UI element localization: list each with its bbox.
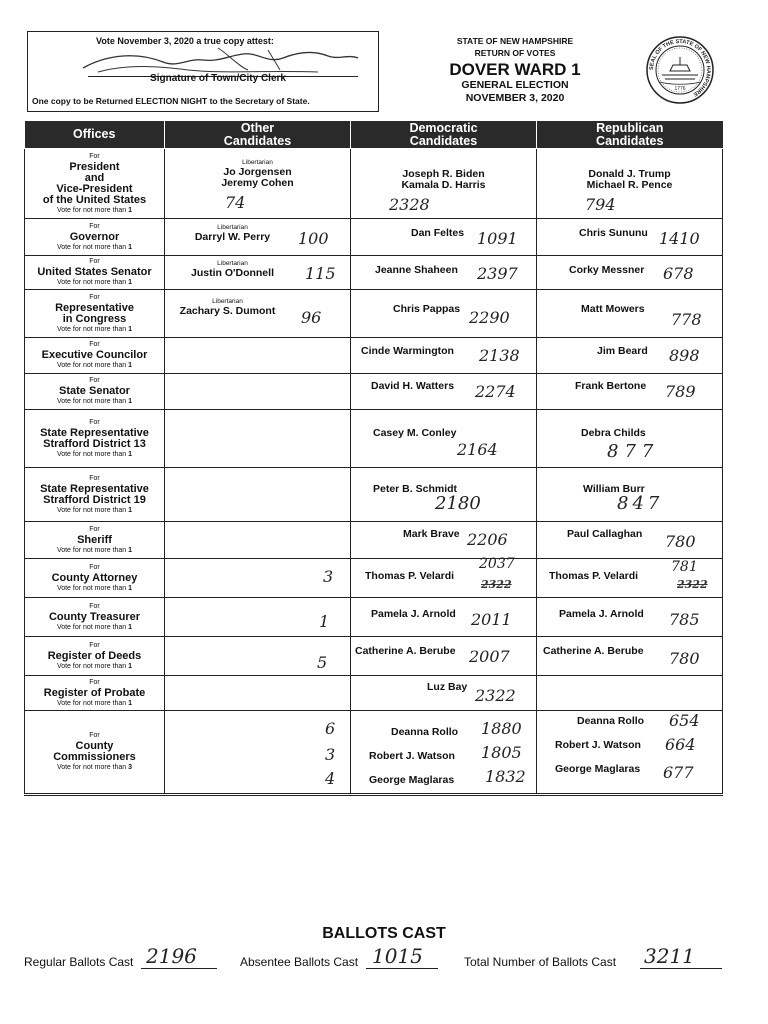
vote-limit-prefix: Vote for not more than: [56, 398, 127, 405]
vote-limit-prefix: Vote for not more than: [56, 662, 127, 670]
regular-ballots-label: Regular Ballots Cast: [24, 955, 134, 969]
candidate-name: Casey M. Conley: [373, 427, 457, 439]
dem-cell: [351, 410, 537, 468]
race-row-congress: [25, 290, 723, 338]
vote-count: 4: [325, 769, 336, 788]
total-ballots-value: 3211: [644, 944, 695, 968]
office-cell: [25, 338, 165, 374]
office-name: State Senator: [59, 385, 130, 397]
dem-cell: [351, 556, 537, 598]
other-cell: [165, 219, 351, 256]
vote-count: 877: [607, 441, 660, 462]
office-cell: [25, 522, 165, 559]
candidate-name: Zachary S. Dumont: [179, 305, 276, 317]
other-cell: [165, 559, 351, 598]
vote-count: 74: [225, 193, 246, 212]
state-seal-icon: [645, 35, 715, 105]
vote-count: 3: [323, 567, 334, 586]
vote-count: 1832: [485, 767, 526, 786]
vote-limit: [25, 763, 164, 773]
office-name: United States Senator: [37, 266, 152, 278]
office-name: Governor: [69, 230, 120, 243]
absentee-ballots-label: Absentee Ballots Cast: [240, 955, 359, 969]
dem-cell: [351, 637, 537, 676]
candidate-name: William Burr: [583, 483, 645, 495]
race-row-president: [25, 149, 723, 219]
candidate-name: Debra Childs: [581, 427, 646, 439]
dem-cell: [351, 256, 537, 290]
candidate-name: Darryl W. Perry: [194, 231, 271, 243]
vote-count: 2274: [475, 382, 516, 401]
rep-cell: [537, 256, 723, 290]
office-cell: [25, 256, 165, 290]
race-row-county-attorney: [25, 559, 723, 598]
header-election: GENERAL ELECTION: [461, 79, 569, 91]
race-row-register-of-probate: [25, 676, 723, 711]
candidate-name: Pamela J. Arnold: [371, 608, 456, 620]
office-cell: [25, 637, 165, 676]
vote-count: 847: [617, 493, 664, 514]
vote-count: 780: [665, 532, 696, 551]
office-cell: [25, 374, 165, 410]
candidate-name: Jeremy Cohen: [221, 177, 294, 189]
candidate-name: Chris Sununu: [579, 227, 648, 239]
vote-limit-prefix: Vote for not more than: [56, 699, 127, 707]
other-cell: [165, 637, 351, 676]
candidate-name: Catherine A. Berube: [543, 645, 644, 657]
vote-count: 3: [325, 745, 336, 764]
for-label: For: [89, 474, 100, 482]
col-rep-l2: Candidates: [596, 133, 664, 148]
vote-count: 2397: [477, 264, 518, 283]
for-label: For: [89, 641, 100, 649]
vote-count: 2037: [479, 556, 515, 572]
vote-limit-number: 1: [128, 506, 133, 514]
vote-count: 5: [317, 653, 328, 672]
vote-limit: [25, 206, 164, 216]
vote-limit-prefix: Vote for not more than: [56, 325, 127, 333]
vote-count: 115: [305, 264, 336, 283]
candidate-name: George Maglaras: [555, 763, 641, 775]
seal-year: 1776: [674, 86, 686, 92]
for-label: For: [89, 152, 100, 160]
vote-limit: [25, 506, 164, 516]
col-democratic: [351, 121, 537, 149]
dem-cell: [351, 711, 537, 795]
table-header-row: [25, 121, 723, 149]
dem-cell: [351, 290, 537, 338]
vote-limit-prefix: Vote for not more than: [56, 279, 127, 286]
office-name: Representative: [55, 301, 134, 314]
other-cell: [165, 711, 351, 795]
vote-count: 677: [663, 763, 694, 782]
dem-cell: [351, 219, 537, 256]
col-republican: [537, 121, 723, 149]
for-label: For: [89, 418, 100, 426]
race-row-state-rep-13: [25, 410, 723, 468]
candidate-name: Catherine A. Berube: [355, 645, 456, 657]
party-label: Libertarian: [217, 224, 248, 231]
vote-count: 785: [669, 610, 700, 629]
vote-limit: [25, 397, 164, 407]
copy-return-note: One copy to be Returned ELECTION NIGHT to the Secretary of State.: [32, 96, 310, 106]
for-label: For: [89, 293, 100, 301]
for-label: For: [89, 732, 100, 739]
candidate-name: Thomas P. Velardi: [549, 570, 639, 582]
vote-count: 780: [669, 649, 700, 668]
office-name: County: [75, 740, 114, 752]
candidate-name: Paul Callaghan: [567, 528, 643, 540]
attest-statement: Vote November 3, 2020 a true copy attest:: [96, 36, 274, 46]
header-state: STATE OF NEW HAMPSHIRE: [456, 36, 574, 46]
office-cell: [25, 711, 165, 795]
vote-limit-number: 1: [128, 362, 133, 369]
vote-count: 898: [669, 346, 700, 365]
candidate-name: Deanna Rollo: [391, 726, 459, 738]
dem-cell: [351, 374, 537, 410]
vote-count: 781: [671, 559, 698, 575]
candidate-name: Jo Jorgensen: [223, 166, 292, 178]
col-dem-l1: Democratic: [409, 120, 478, 135]
rep-cell: [537, 290, 723, 338]
vote-limit: [25, 450, 164, 460]
dem-cell: [351, 676, 537, 711]
vote-limit-number: 3: [128, 764, 133, 771]
seal-ring-text: SEAL OF THE STATE OF NEW HAMPSHIRE: [648, 38, 712, 98]
rep-cell: [537, 711, 723, 795]
candidate-name: Joseph R. Biden: [402, 168, 485, 180]
office-name: Register of Deeds: [47, 649, 142, 662]
col-rep-l1: Republican: [596, 120, 664, 135]
office-name: of the United States: [42, 193, 147, 206]
vote-count: 6: [325, 719, 336, 738]
office-name: and: [84, 171, 105, 184]
candidate-name: Cinde Warmington: [361, 345, 454, 357]
office-cell: [25, 468, 165, 522]
vote-limit: [25, 361, 164, 371]
total-ballots-line: [640, 968, 722, 969]
vote-limit-number: 1: [128, 243, 133, 251]
vote-count: 654: [669, 711, 700, 730]
col-offices: Offices: [25, 121, 165, 149]
vote-count: 789: [665, 382, 696, 401]
vote-limit-number: 1: [128, 623, 133, 631]
candidate-name: Michael R. Pence: [586, 179, 673, 191]
dem-cell: [351, 598, 537, 637]
ballots-cast-title: BALLOTS CAST: [322, 925, 446, 942]
vote-limit-number: 1: [128, 662, 133, 670]
vote-limit-number: 1: [128, 279, 133, 286]
office-name: State Representative: [40, 482, 149, 495]
rep-cell: [537, 338, 723, 374]
office-name: Commissioners: [53, 751, 136, 763]
race-row-us-senator: [25, 256, 723, 290]
vote-limit-number: 1: [128, 325, 133, 333]
vote-count: 2206: [467, 530, 508, 549]
candidate-name: Matt Mowers: [581, 303, 645, 315]
for-label: For: [89, 222, 100, 230]
vote-limit: [25, 546, 164, 556]
candidate-name: Deanna Rollo: [577, 715, 645, 727]
race-row-executive-councilor: [25, 338, 723, 374]
vote-limit-number: 1: [128, 546, 133, 554]
candidate-name: George Maglaras: [369, 774, 455, 786]
vote-count: 1880: [481, 719, 522, 738]
candidate-name: Kamala D. Harris: [401, 179, 486, 191]
signature-label: Signature of Town/City Clerk: [150, 73, 286, 84]
candidate-name: Donald J. Trump: [588, 168, 671, 180]
rep-cell: [537, 559, 723, 598]
vote-limit-prefix: Vote for not more than: [56, 206, 127, 214]
vote-limit: [25, 699, 164, 709]
vote-limit-prefix: Vote for not more than: [56, 243, 127, 251]
vote-count: 678: [663, 264, 694, 283]
candidate-name: Luz Bay: [427, 681, 468, 693]
header-ward: DOVER WARD 1: [449, 60, 581, 79]
rep-cell: [537, 374, 723, 410]
race-row-sheriff: [25, 522, 723, 559]
race-row-governor: [25, 219, 723, 256]
dem-cell: [351, 468, 537, 522]
candidate-name: Corky Messner: [569, 264, 645, 276]
vote-limit-prefix: Vote for not more than: [56, 362, 127, 369]
dem-cell: [351, 338, 537, 374]
vote-limit: [25, 623, 164, 633]
office-name: Sheriff: [77, 533, 112, 546]
vote-limit-prefix: Vote for not more than: [56, 506, 127, 514]
other-cell: [165, 338, 351, 374]
vote-count: 2164: [457, 440, 498, 459]
office-name: State Representative: [40, 426, 149, 439]
rep-cell: [537, 410, 723, 468]
form-header: [415, 35, 615, 105]
office-name: Vice-President: [56, 182, 133, 195]
rep-cell: [537, 598, 723, 637]
col-dem-l2: Candidates: [409, 133, 478, 148]
vote-count: 2007: [469, 647, 510, 666]
col-other: [165, 121, 351, 149]
vote-count: 1091: [477, 229, 518, 248]
clerk-attestation-box: [27, 31, 379, 112]
vote-count: 2138: [479, 346, 520, 365]
vote-limit: [25, 325, 164, 335]
for-label: For: [89, 377, 100, 384]
other-cell: [165, 256, 351, 290]
struck-vote-count: 2322: [481, 578, 512, 591]
for-label: For: [89, 602, 100, 610]
vote-limit-number: 1: [128, 699, 133, 707]
candidate-name: Justin O'Donnell: [190, 267, 274, 279]
office-cell: [25, 149, 165, 219]
vote-limit-number: 1: [128, 206, 133, 214]
absentee-ballots-value: 1015: [372, 944, 423, 968]
race-row-county-commissioners: [25, 711, 723, 795]
candidate-name: Pamela J. Arnold: [559, 608, 644, 620]
candidate-name: Jim Beard: [597, 345, 648, 357]
race-row-state-rep-19: [25, 468, 723, 522]
vote-count: 96: [301, 308, 322, 327]
for-label: For: [89, 678, 100, 686]
vote-limit-prefix: Vote for not more than: [56, 584, 127, 592]
party-label: Libertarian: [217, 260, 248, 267]
vote-limit-prefix: Vote for not more than: [56, 623, 127, 631]
absentee-ballots-line: [366, 968, 438, 969]
candidate-name: Frank Bertone: [575, 380, 647, 392]
vote-count: 100: [298, 229, 329, 248]
other-cell: [165, 290, 351, 338]
office-name: Executive Councilor: [41, 349, 148, 361]
race-row-county-treasurer: [25, 598, 723, 637]
other-cell: [165, 468, 351, 522]
office-cell: [25, 219, 165, 256]
other-cell: [165, 149, 351, 219]
col-other-l1: Other: [240, 120, 275, 135]
office-cell: [25, 410, 165, 468]
regular-ballots-value: 2196: [146, 944, 197, 968]
office-cell: [25, 676, 165, 711]
office-name: Strafford District 13: [43, 437, 146, 450]
dem-cell: [351, 522, 537, 559]
vote-count: 2328: [389, 195, 430, 214]
candidate-name: Thomas P. Velardi: [365, 570, 455, 582]
vote-limit: [25, 278, 164, 288]
regular-ballots-line: [141, 968, 217, 969]
vote-limit-number: 1: [128, 450, 133, 458]
candidate-name: Robert J. Watson: [555, 739, 641, 751]
office-name: Strafford District 19: [43, 493, 146, 506]
candidate-name: David H. Watters: [371, 380, 455, 392]
vote-count: 778: [671, 310, 702, 329]
header-return: RETURN OF VOTES: [474, 48, 556, 58]
vote-limit-prefix: Vote for not more than: [56, 546, 127, 554]
vote-count: 794: [585, 195, 616, 214]
candidate-name: Chris Pappas: [393, 303, 461, 315]
for-label: For: [89, 258, 100, 265]
dem-cell: [351, 149, 537, 219]
office-name: President: [69, 160, 120, 173]
rep-cell: [537, 676, 723, 711]
vote-count: 664: [665, 735, 696, 754]
results-table: [24, 121, 723, 796]
office-name: Register of Probate: [43, 686, 146, 699]
candidate-name: Peter B. Schmidt: [373, 483, 458, 495]
vote-count: 1: [319, 612, 330, 631]
vote-limit-prefix: Vote for not more than: [56, 764, 127, 771]
candidate-name: Dan Feltes: [411, 227, 465, 239]
total-ballots-label: Total Number of Ballots Cast: [464, 955, 617, 969]
candidate-name: Jeanne Shaheen: [375, 264, 458, 276]
vote-limit-number: 1: [128, 398, 133, 405]
vote-count: 1410: [659, 229, 700, 248]
other-cell: [165, 374, 351, 410]
office-cell: [25, 598, 165, 637]
other-cell: [165, 598, 351, 637]
rep-cell: [537, 468, 723, 522]
vote-limit-prefix: Vote for not more than: [56, 450, 127, 458]
race-row-register-of-deeds: [25, 637, 723, 676]
col-other-l2: Candidates: [223, 133, 292, 148]
vote-limit-number: 1: [128, 584, 133, 592]
for-label: For: [89, 341, 100, 348]
candidate-name: Mark Brave: [403, 528, 460, 540]
vote-count: 2011: [471, 610, 512, 629]
for-label: For: [89, 525, 100, 533]
party-label: Libertarian: [212, 298, 243, 305]
other-cell: [165, 410, 351, 468]
office-cell: [25, 559, 165, 598]
header-date: NOVEMBER 3, 2020: [465, 92, 565, 104]
other-cell: [165, 676, 351, 711]
vote-count: 2290: [469, 308, 510, 327]
race-row-state-senator: [25, 374, 723, 410]
party-label: Libertarian: [242, 159, 273, 166]
vote-count: 1805: [481, 743, 522, 762]
rep-cell: [537, 149, 723, 219]
for-label: For: [89, 563, 100, 571]
rep-cell: [537, 522, 723, 559]
office-name: County Attorney: [51, 571, 138, 584]
struck-vote-count: 2322: [677, 578, 708, 591]
vote-count: 2322: [475, 686, 516, 705]
vote-limit: [25, 243, 164, 253]
rep-cell: [537, 219, 723, 256]
office-cell: [25, 290, 165, 338]
rep-cell: [537, 637, 723, 676]
office-name: County Treasurer: [48, 610, 141, 623]
office-name: in Congress: [62, 312, 127, 325]
vote-limit: [25, 662, 164, 672]
candidate-name: Robert J. Watson: [369, 750, 455, 762]
other-cell: [165, 522, 351, 559]
vote-count: 2180: [435, 493, 481, 514]
vote-limit: [25, 584, 164, 594]
